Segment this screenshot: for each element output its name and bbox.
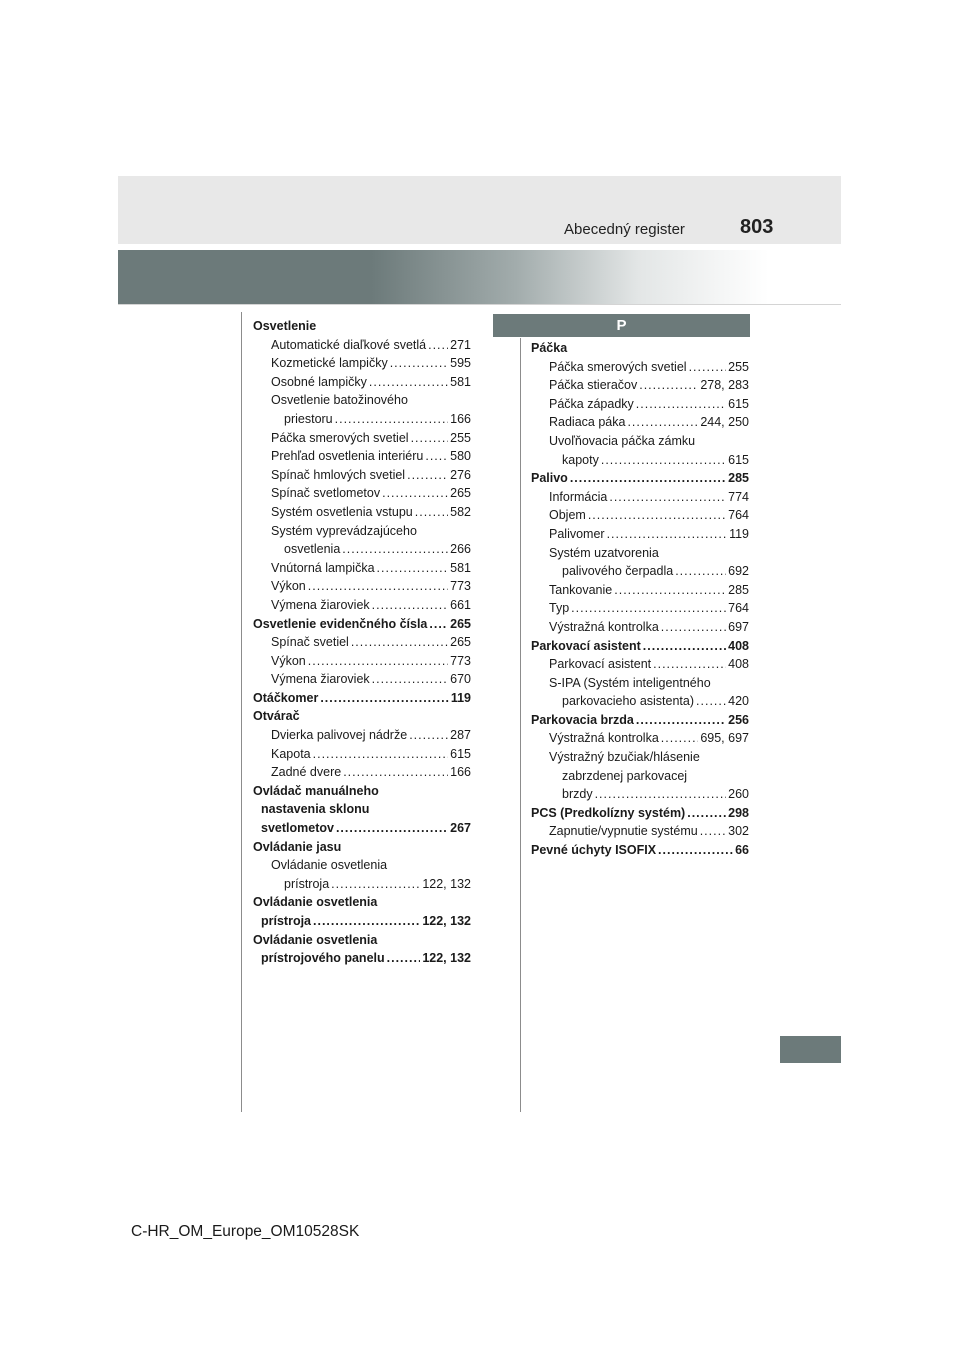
entry-page-ref: 256 <box>728 712 749 727</box>
index-entry <box>531 729 749 748</box>
entry-page-ref: 774 <box>728 489 749 504</box>
index-entry <box>253 466 471 485</box>
index-entry <box>253 893 471 912</box>
entry-page-ref: 661 <box>450 597 471 612</box>
index-entry <box>531 692 749 711</box>
entry-page-ref: 267 <box>450 821 471 836</box>
index-entry <box>253 429 471 448</box>
dot-leader <box>336 819 448 838</box>
entry-term: Páčka smerových svetiel <box>271 430 409 445</box>
entry-page-ref: 670 <box>450 672 471 687</box>
dot-leader <box>428 336 448 355</box>
index-entry <box>253 615 471 634</box>
entry-page-ref: 580 <box>450 449 471 464</box>
index-entry <box>253 652 471 671</box>
index-entry <box>531 525 749 544</box>
dot-leader <box>320 689 449 708</box>
entry-page-ref: 615 <box>728 396 749 411</box>
entry-page-ref: 285 <box>728 582 749 597</box>
entry-term: Výmena žiaroviek <box>271 597 370 612</box>
letter-section-header: P <box>493 314 750 337</box>
dot-leader <box>696 692 726 711</box>
entry-term: Ovládač manuálneho <box>253 783 379 798</box>
entry-term: Parkovací asistent <box>549 657 652 672</box>
entry-term: Výstražná kontrolka <box>549 731 659 746</box>
entry-page-ref: 119 <box>729 526 749 541</box>
index-entry <box>253 800 471 819</box>
dot-leader <box>415 503 448 522</box>
index-entry <box>531 488 749 507</box>
index-entry <box>253 484 471 503</box>
index-entry <box>531 767 749 786</box>
entry-term: Osvetlenie evidenčného čísla <box>253 616 428 631</box>
index-entry <box>531 544 749 563</box>
index-entry <box>531 599 749 618</box>
entry-page-ref: 166 <box>450 411 471 426</box>
entry-term: Dvierka palivovej nádrže <box>271 728 408 743</box>
entry-page-ref: 265 <box>450 486 471 501</box>
dot-leader <box>687 804 726 823</box>
header-divider <box>118 304 841 305</box>
dot-leader <box>411 429 449 448</box>
index-entry <box>253 838 471 857</box>
entry-term: Páčka stieračov <box>549 378 638 393</box>
entry-page-ref: 255 <box>450 430 471 445</box>
entry-page-ref: 773 <box>450 579 471 594</box>
entry-term: Systém osvetlenia vstupu <box>271 504 413 519</box>
index-entry <box>531 804 749 823</box>
index-entry <box>531 581 749 600</box>
entry-page-ref: 285 <box>728 471 749 486</box>
entry-term: Radiaca páka <box>549 415 626 430</box>
index-entry <box>253 912 471 931</box>
dot-leader <box>658 841 733 860</box>
header-gradient-band <box>118 250 841 304</box>
index-entry <box>253 522 471 541</box>
index-entry <box>531 785 749 804</box>
index-entry <box>253 540 471 559</box>
entry-term: Otáčkomer <box>253 690 319 705</box>
index-entry <box>253 707 471 726</box>
entry-term: Kapota <box>271 746 311 761</box>
entry-page-ref: 66 <box>735 843 749 858</box>
document-code: C-HR_OM_Europe_OM10528SK <box>131 1223 360 1240</box>
entry-term: Osvetlenie batožinového <box>271 393 408 408</box>
entry-term: Systém vyprevádzajúceho <box>271 523 417 538</box>
entry-term: brzdy <box>562 787 593 802</box>
entry-page-ref: 697 <box>728 619 749 634</box>
entry-term: Parkovacia brzda <box>531 712 634 727</box>
index-entry <box>253 391 471 410</box>
index-entry <box>253 931 471 950</box>
dot-leader <box>689 358 727 377</box>
entry-page-ref: 764 <box>728 601 749 616</box>
index-entry <box>531 562 749 581</box>
dot-leader <box>571 599 726 618</box>
dot-leader <box>675 562 726 581</box>
entry-term: Typ <box>549 601 570 616</box>
section-title: Abecedný register <box>564 221 685 238</box>
entry-term: Objem <box>549 508 586 523</box>
dot-leader <box>343 763 448 782</box>
entry-term: priestoru <box>284 411 333 426</box>
dot-leader <box>409 726 448 745</box>
entry-page-ref: 244, 250 <box>700 415 749 430</box>
dot-leader <box>661 618 726 637</box>
entry-page-ref: 581 <box>450 560 471 575</box>
index-entry <box>531 637 749 656</box>
dot-leader <box>372 596 448 615</box>
dot-leader <box>627 413 698 432</box>
index-entry <box>531 339 749 358</box>
index-entry <box>253 317 471 336</box>
entry-page-ref: 166 <box>450 765 471 780</box>
entry-page-ref: 595 <box>450 356 471 371</box>
index-entry <box>253 745 471 764</box>
dot-leader <box>382 484 448 503</box>
dot-leader <box>429 615 448 634</box>
index-entry <box>531 711 749 730</box>
entry-term: Výkon <box>271 653 306 668</box>
entry-term: Výmena žiaroviek <box>271 672 370 687</box>
entry-term: Ovládanie jasu <box>253 839 342 854</box>
entry-page-ref: 122, 132 <box>422 876 471 891</box>
dot-leader <box>342 540 448 559</box>
index-entry <box>253 577 471 596</box>
dot-leader <box>653 655 726 674</box>
dot-leader <box>308 577 448 596</box>
index-entry <box>531 822 749 841</box>
middle-column-rule <box>520 338 521 1112</box>
dot-leader <box>636 395 726 414</box>
entry-page-ref: 615 <box>728 452 749 467</box>
index-entry <box>531 451 749 470</box>
index-entry <box>531 469 749 488</box>
entry-term: Informácia <box>549 489 608 504</box>
entry-page-ref: 122, 132 <box>422 914 471 928</box>
entry-term: nastavenia sklonu <box>261 802 370 817</box>
entry-page-ref: 260 <box>728 787 749 802</box>
index-entry <box>253 373 471 392</box>
entry-page-ref: 287 <box>450 728 471 743</box>
index-column-left <box>253 317 471 968</box>
index-entry <box>253 875 471 894</box>
index-entry <box>531 432 749 451</box>
entry-term: Výkon <box>271 579 306 594</box>
index-entry <box>253 410 471 429</box>
entry-term: osvetlenia <box>284 542 341 557</box>
entry-page-ref: 278, 283 <box>700 378 749 393</box>
entry-term: prístroja <box>261 914 312 928</box>
entry-term: Ovládanie osvetlenia <box>271 858 388 873</box>
index-entry <box>253 763 471 782</box>
entry-term: Automatické diaľkové svetlá <box>271 337 427 352</box>
dot-leader <box>607 525 727 544</box>
dot-leader <box>643 637 726 656</box>
dot-leader <box>372 670 448 689</box>
dot-leader <box>390 354 448 373</box>
index-entry <box>253 447 471 466</box>
entry-term: Páčka smerových svetiel <box>549 359 687 374</box>
index-entry <box>253 336 471 355</box>
entry-term: Páčka <box>531 341 568 355</box>
entry-page-ref: 692 <box>728 564 749 579</box>
dot-leader <box>636 711 726 730</box>
dot-leader <box>425 447 448 466</box>
dot-leader <box>377 559 449 578</box>
dot-leader <box>639 376 698 395</box>
entry-page-ref: 119 <box>450 690 471 705</box>
entry-term: Kozmetické lampičky <box>271 356 388 371</box>
entry-page-ref: 266 <box>450 542 471 557</box>
header-bar <box>118 176 841 244</box>
entry-term: prístrojového panelu <box>261 951 385 966</box>
entry-term: Spínač hmlových svetiel <box>271 467 406 482</box>
entry-term: parkovacieho asistenta) <box>562 694 695 709</box>
dot-leader <box>387 949 421 968</box>
dot-leader <box>595 785 727 804</box>
dot-leader <box>313 912 420 931</box>
entry-term: Páčka západky <box>549 396 634 411</box>
index-entry <box>253 726 471 745</box>
entry-page-ref: 265 <box>450 616 471 631</box>
entry-page-ref: 408 <box>728 638 749 653</box>
entry-page-ref: 302 <box>728 824 749 839</box>
index-entry <box>253 949 471 968</box>
index-entry <box>253 670 471 689</box>
index-entry <box>531 413 749 432</box>
dot-leader <box>335 410 449 429</box>
entry-term: Osvetlenie <box>253 319 317 333</box>
index-entry <box>253 782 471 801</box>
entry-page-ref: 420 <box>728 694 749 709</box>
entry-page-ref: 773 <box>450 653 471 668</box>
index-entry <box>531 618 749 637</box>
entry-page-ref: 255 <box>728 359 749 374</box>
index-column-right <box>531 339 749 860</box>
entry-term: Zadné dvere <box>271 765 342 780</box>
index-entry <box>531 841 749 860</box>
page-number: 803 <box>740 216 774 238</box>
dot-leader <box>661 729 699 748</box>
entry-term: prístroja <box>284 876 330 891</box>
entry-term: Uvoľňovacia páčka zámku <box>549 433 696 448</box>
index-entry <box>253 819 471 838</box>
entry-term: Ovládanie osvetlenia <box>253 932 378 947</box>
dot-leader <box>351 633 448 652</box>
dot-leader <box>614 581 726 600</box>
index-entry <box>253 503 471 522</box>
index-entry <box>253 559 471 578</box>
entry-term: Palivo <box>531 471 568 486</box>
entry-term: Spínač svetiel <box>271 635 349 650</box>
dot-leader <box>601 451 726 470</box>
entry-term: Výstražný bzučiak/hlásenie <box>549 750 700 765</box>
entry-page-ref: 581 <box>450 374 471 389</box>
entry-page-ref: 271 <box>450 337 471 352</box>
entry-term: S-IPA (Systém inteligentného <box>549 675 711 690</box>
entry-term: Pevné úchyty ISOFIX <box>531 843 657 858</box>
index-entry <box>531 395 749 414</box>
index-entry <box>531 376 749 395</box>
index-entry <box>531 674 749 693</box>
entry-term: Zapnutie/vypnutie systému <box>549 824 698 839</box>
entry-term: Systém uzatvorenia <box>549 545 659 560</box>
entry-page-ref: 764 <box>728 508 749 523</box>
dot-leader <box>407 466 448 485</box>
dot-leader <box>308 652 448 671</box>
entry-page-ref: 276 <box>450 467 471 482</box>
dot-leader <box>588 506 726 525</box>
dot-leader <box>700 822 726 841</box>
entry-page-ref: 265 <box>450 635 471 650</box>
entry-page-ref: 298 <box>728 805 749 820</box>
entry-term: Parkovací asistent <box>531 638 641 653</box>
entry-page-ref: 695, 697 <box>700 731 749 746</box>
entry-page-ref: 408 <box>728 657 749 672</box>
entry-term: kapoty <box>562 452 599 467</box>
entry-page-ref: 615 <box>450 746 471 761</box>
entry-page-ref: 122, 132 <box>422 951 471 966</box>
dot-leader <box>570 469 726 488</box>
entry-term: palivového čerpadla <box>562 564 674 579</box>
index-entry <box>531 358 749 377</box>
entry-page-ref: 582 <box>450 504 471 519</box>
index-entry <box>253 689 471 708</box>
left-column-rule <box>241 312 242 1112</box>
entry-term: Vnútorná lampička <box>271 560 375 575</box>
entry-term: Palivomer <box>549 526 605 541</box>
index-entry <box>531 748 749 767</box>
index-entry <box>253 856 471 875</box>
dot-leader <box>331 875 420 894</box>
entry-term: Otvárač <box>253 709 300 724</box>
chapter-tab <box>780 1036 841 1063</box>
entry-term: Prehľad osvetlenia interiéru <box>271 449 424 464</box>
entry-term: Osobné lampičky <box>271 374 367 389</box>
dot-leader <box>609 488 726 507</box>
entry-term: Spínač svetlometov <box>271 486 381 501</box>
index-entry <box>253 354 471 373</box>
entry-term: svetlometov <box>261 821 334 836</box>
entry-term: zabrzdenej parkovacej <box>562 768 688 783</box>
entry-term: Výstražná kontrolka <box>549 619 659 634</box>
entry-term: Tankovanie <box>549 582 613 597</box>
dot-leader <box>313 745 449 764</box>
index-entry <box>531 506 749 525</box>
index-entry <box>253 596 471 615</box>
entry-term: PCS (Predkolízny systém) <box>531 805 686 820</box>
entry-term: Ovládanie osvetlenia <box>253 895 378 910</box>
index-entry <box>531 655 749 674</box>
index-entry <box>253 633 471 652</box>
dot-leader <box>369 373 448 392</box>
